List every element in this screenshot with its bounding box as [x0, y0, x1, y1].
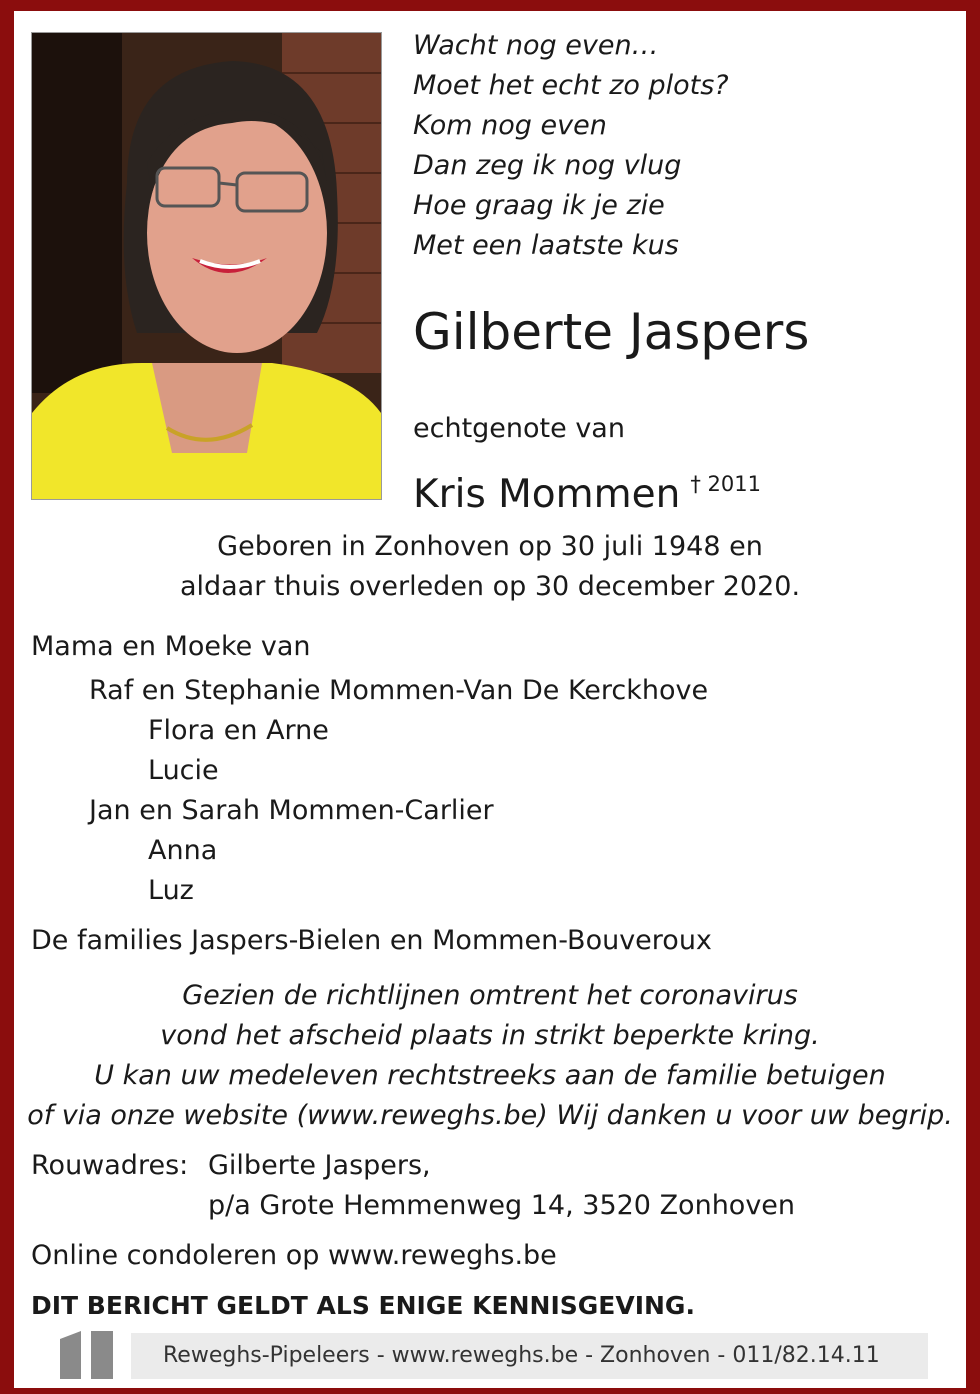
corona-notice: [0, 976, 980, 1136]
poem-line: Hoe graag ik je zie: [413, 190, 665, 221]
child-family: Raf en Stephanie Mommen-Van De Kerckhove: [89, 675, 709, 706]
notice-line: of via onze website (www.reweghs.be) Wij danken u voor uw begrip.: [27, 1100, 953, 1131]
online-condolence: Online condoleren op www.reweghs.be: [31, 1240, 557, 1271]
families: De families Jaspers-Bielen en Mommen-Bouveroux: [31, 925, 712, 956]
poem: [413, 26, 729, 266]
portrait-photo: [31, 32, 382, 500]
children-list: [0, 671, 708, 911]
grandchild: Anna: [148, 835, 218, 866]
spouse-label: echtgenote van: [413, 413, 625, 444]
funeral-home-logo: [57, 1327, 119, 1379]
grandchild: Lucie: [148, 755, 219, 786]
grandchild: Luz: [148, 875, 194, 906]
poem-line: Dan zeg ik nog vlug: [413, 150, 682, 181]
notice-line: vond het afscheid plaats in strikt beperkte kring.: [160, 1020, 820, 1051]
official-notice: DIT BERICHT GELDT ALS ENIGE KENNISGEVING.: [31, 1291, 695, 1320]
children-heading: Mama en Moeke van: [31, 631, 311, 662]
mourning-address: [31, 1146, 795, 1226]
poem-line: Met een laatste kus: [413, 230, 679, 261]
dates-line: Geboren in Zonhoven op 30 juli 1948 en: [217, 531, 763, 562]
poem-line: Wacht nog even…: [413, 30, 659, 61]
footer: [31, 1333, 928, 1379]
spouse-death-year: † 2011: [690, 472, 761, 496]
poem-line: Kom nog even: [413, 110, 607, 141]
poem-line: Moet het echt zo plots?: [413, 70, 729, 101]
address-line: Gilberte Jaspers,: [208, 1150, 431, 1181]
life-dates: [0, 527, 980, 607]
dates-line: aldaar thuis overleden op 30 december 2020.: [179, 571, 801, 602]
footer-contact: Reweghs-Pipeleers - www.reweghs.be - Zonhoven - 011/82.14.11: [163, 1343, 880, 1368]
address-line: p/a Grote Hemmenweg 14, 3520 Zonhoven: [208, 1190, 796, 1221]
address-label: Rouwadres:: [31, 1150, 189, 1181]
spouse: [413, 458, 761, 521]
spouse-name: Kris Mommen: [413, 472, 681, 517]
grandchild: Flora en Arne: [148, 715, 329, 746]
child-family: Jan en Sarah Mommen-Carlier: [89, 795, 494, 826]
notice-line: U kan uw medeleven rechtstreeks aan de familie betuigen: [94, 1060, 886, 1091]
notice-line: Gezien de richtlijnen omtrent het coronavirus: [182, 980, 798, 1011]
deceased-name: Gilberte Jaspers: [413, 303, 810, 361]
